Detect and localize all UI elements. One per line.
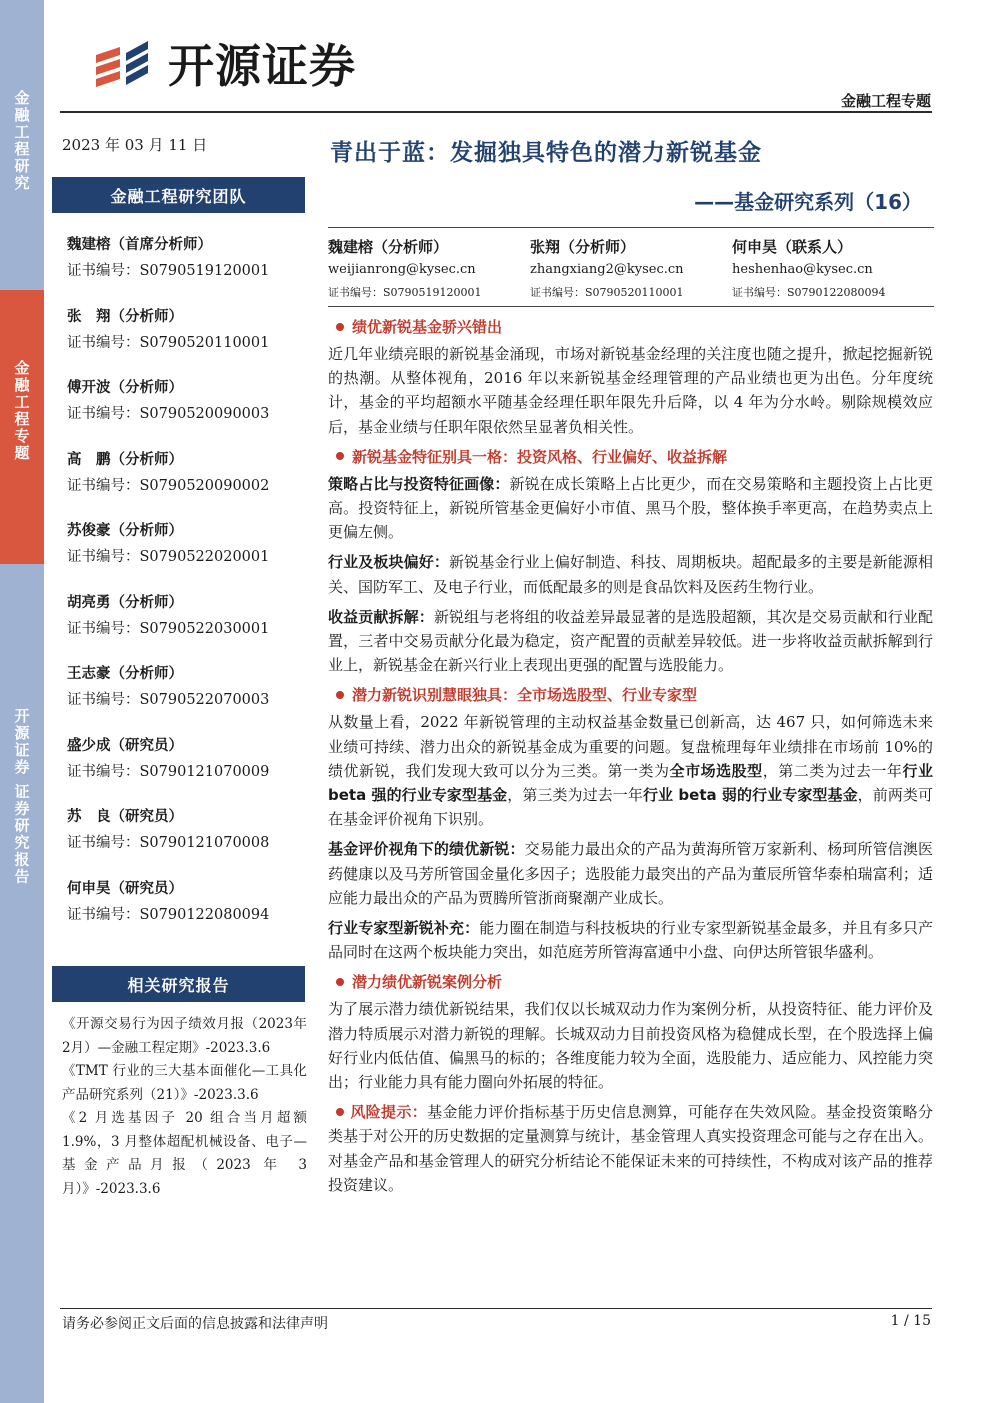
team-member-cert: 证书编号：S0790520090003 (67, 406, 270, 422)
emphasis-text: 行业 beta 弱的行业专家型基金 (642, 786, 858, 805)
paragraph-text: 新锐基金行业上偏好制造、科技、周期板块。超配最多的主要是新能源相关、国防军工、及电子行业，而低配最多的则是食品饮料及医药生物行业。 (328, 553, 933, 596)
team-member-cert: 证书编号：S0790522020001 (67, 549, 270, 565)
paragraph (328, 837, 933, 910)
bullet-icon (336, 978, 344, 986)
authors-divider-top (328, 227, 934, 228)
paragraph-lead: 收益贡献拆解： (328, 607, 434, 626)
bullet-icon (336, 452, 344, 460)
header-divider (60, 111, 932, 113)
risk-text: 基金能力评价指标基于历史信息测算，可能存在失效风险。基金投资策略分类基于对公开的历史数据的定量测算与统计，基金管理人真实投资理念可能与之存在出入。对基金产品和基金管理人的研究分析结论不能保证未来的可持续性，不构成对该产品的推荐投资建议。 (328, 1103, 933, 1194)
related-report-link[interactable]: 《TMT 行业的三大基本面催化—工具化产品研究系列（21）》-2023.3.6 (62, 1063, 307, 1103)
paragraph-lead: 行业及板块偏好： (328, 553, 450, 572)
team-member (67, 449, 317, 521)
team-member (67, 663, 317, 735)
team-member (67, 878, 317, 950)
team-member-cert: 证书编号：S0790520110001 (67, 334, 270, 351)
team-member (67, 520, 317, 592)
team-title: 金融工程研究团队 (52, 177, 305, 213)
author-name: 魏建榕（分析师） (328, 238, 449, 256)
report-title: 青出于蓝：发掘独具特色的潜力新锐基金 (330, 140, 762, 166)
authors-divider-bottom (328, 306, 934, 307)
paragraph (328, 550, 933, 598)
team-member-name: 张 翔（分析师） (67, 308, 183, 325)
team-member-name: 魏建榕（首席分析师） (67, 237, 212, 253)
brand-logo-icon (90, 33, 162, 93)
author-email[interactable]: heshenhao@kysec.cn (732, 262, 873, 277)
strip-label-top: 金融工程研究 (12, 90, 31, 192)
authors-row (328, 236, 934, 300)
strip-segment-bottom (0, 564, 44, 1403)
paragraph-text: ，前两类可在基金评价视角下识别。 (328, 786, 933, 829)
paragraph-lead: 行业专家型新锐补充： (328, 919, 480, 938)
team-member-cert: 证书编号：S0790122080094 (67, 906, 270, 923)
related-reports-list (62, 1013, 307, 1201)
strip-segment-top (0, 0, 44, 290)
team-member (67, 377, 317, 449)
author-email[interactable]: zhangxiang2@kysec.cn (530, 262, 684, 277)
team-member-cert: 证书编号：S0790522070003 (67, 692, 270, 708)
section-heading (328, 970, 933, 995)
section-heading (328, 315, 933, 340)
bullet-icon (336, 323, 344, 331)
related-report-link[interactable]: 《2 月选基因子 20 组合当月超额1.9%，3 月整体超配机械设备、电子—基金产品月报（2023 年 3 月）》-2023.3.6 (62, 1110, 307, 1197)
emphasis-text: 行业 beta 强的行业专家型基金 (328, 761, 933, 805)
team-member (67, 592, 317, 664)
summary-content (328, 312, 933, 1203)
related-reports-title: 相关研究报告 (52, 966, 305, 1002)
paragraph (328, 472, 933, 545)
brand-name: 开源证券 (168, 39, 356, 93)
doc-type: 金融工程专题 (840, 92, 931, 110)
footer-divider (60, 1308, 932, 1309)
team-member-name: 苏 良（研究员） (67, 809, 183, 825)
team-member (67, 306, 317, 378)
team-member-name: 何申昊（研究员） (67, 880, 183, 897)
report-date: 2023 年 03 月 11 日 (62, 136, 208, 154)
emphasis-text: 全市场选股型 (669, 761, 763, 780)
paragraph-text: 新锐在成长策略上占比更少，而在交易策略和主题投资上占比更高。投资特征上，新锐所管基金更偏好小市值、黑马个股，整体换手率更高，在趋势卖点上更偏左侧。 (328, 474, 933, 542)
author-block (328, 236, 530, 300)
section-heading-text: 潜力新锐识别慧眼独具：全市场选股型、行业专家型 (352, 686, 698, 705)
bullet-icon (336, 1108, 344, 1116)
paragraph (328, 605, 933, 678)
team-member-name: 胡亮勇（分析师） (67, 594, 183, 611)
brand-logo (90, 30, 356, 96)
paragraph: 近几年业绩亮眼的新锐基金涌现，市场对新锐基金经理的关注度也随之提升，掀起挖掘新锐的热潮。从整体视角，2016 年以来新锐基金经理管理的产品业绩也更为出色。分年度统计，基金的平均超额水平随基金经理任职年限先升后降，以 4 年为分水岭。剔除规模效应后，基金业绩与任职年限依然呈显著负相关性。 (328, 345, 933, 436)
team-member (67, 735, 317, 807)
team-member-name: 苏俊豪（分析师） (67, 523, 183, 539)
team-member-cert: 证书编号：S0790121070009 (67, 763, 270, 780)
author-cert: 证书编号：S0790519120001 (328, 286, 482, 299)
risk-heading: 风险提示： (350, 1103, 428, 1122)
left-strip (0, 0, 44, 1403)
strip-label-mid: 金融工程专题 (12, 360, 31, 462)
section-heading-text: 潜力绩优新锐案例分析 (352, 973, 503, 992)
team-list (67, 234, 317, 949)
paragraph-text: 新锐组与老将组的收益差异最显著的是选股超额，其次是交易贡献和行业配置，三者中交易贡献分化最为稳定，资产配置的贡献差异较低。进一步将收益贡献拆解到行业上，新锐基金在新兴行业上表现出更强的配置与选股能力。 (328, 607, 933, 675)
related-report-link[interactable]: 《开源交易行为因子绩效月报（2023年2月）—金融工程定期》-2023.3.6 (62, 1016, 307, 1056)
author-block (732, 236, 934, 300)
strip-label-bottom: 开源证券 证券研究报告 (12, 708, 31, 886)
bullet-icon (336, 691, 344, 699)
footer-disclaimer: 请务必参阅正文后面的信息披露和法律声明 (62, 1316, 328, 1332)
team-member-cert: 证书编号：S0790520090002 (67, 477, 270, 494)
author-cert: 证书编号：S0790122080094 (732, 286, 886, 299)
author-name: 何申昊（联系人） (732, 238, 853, 256)
team-member-name: 高 鹏（分析师） (67, 451, 183, 468)
paragraph (328, 916, 933, 964)
author-cert: 证书编号：S0790520110001 (530, 286, 684, 299)
team-member-name: 王志豪（分析师） (67, 666, 183, 682)
paragraph-lead: 基金评价视角下的绩优新锐： (328, 840, 525, 859)
paragraph-text: 从数量上看，2022 年新锐管理的主动权益基金数量已创新高，达 467 只，如何筛选未来业绩可持续、潜力出众的新锐基金成为重要的问题。复盘梳理每年业绩排在市场前 10%的绩优新锐，我们发现大致可以分为三类。第一类为 (328, 713, 933, 780)
section-heading-text: 绩优新锐基金骄兴错出 (352, 318, 503, 336)
author-block (530, 236, 732, 300)
paragraph-lead: 策略占比与投资特征画像： (328, 474, 510, 493)
paragraph-text: 能力圈在制造与科技板块的行业专家型新锐基金最多，并且有多只产品同时在这两个板块能力突出，如范庭芳所管海富通中小盘、向伊达所管银华盛利。 (328, 919, 933, 962)
section-heading-text: 新锐基金特征别具一格：投资风格、行业偏好、收益拆解 (352, 447, 728, 466)
team-member-cert: 证书编号：S0790121070008 (67, 835, 270, 851)
paragraph-text: ，第二类为过去一年 (762, 761, 903, 780)
strip-segment-mid (0, 290, 44, 564)
team-member-cert: 证书编号：S0790519120001 (67, 263, 270, 279)
team-member-cert: 证书编号：S0790522030001 (67, 620, 270, 637)
team-member-name: 傅开波（分析师） (67, 380, 183, 396)
paragraph: 为了展示潜力绩优新锐结果，我们仅以长城双动力作为案例分析，从投资特征、能力评价及潜力特质展示对潜力新锐的理解。长城双动力目前投资风格为稳健成长型，在个股选择上偏好行业内低估值、偏黑马的标的；各维度能力较为全面，选股能力、适应能力、风控能力突出；行业能力具有能力圈向外拓展的特征。 (328, 1000, 933, 1092)
team-member (67, 234, 317, 306)
author-name: 张翔（分析师） (530, 238, 636, 256)
report-subtitle: ——基金研究系列（16） (694, 190, 922, 214)
team-member-name: 盛少成（研究员） (67, 737, 183, 754)
paragraph-text: 交易能力最出众的产品为黄海所管万家新利、杨珂所管信澳医药健康以及马芳所管国金量化多因子；选股能力最突出的产品为董辰所管华泰柏瑞富利；适应能力最出众的产品为贾腾所管浙商聚潮产业成长。 (328, 840, 933, 907)
paragraph-text: ，第三类为过去一年 (507, 786, 643, 805)
team-member (67, 806, 317, 878)
section-heading (328, 445, 933, 470)
risk-paragraph (328, 1100, 933, 1197)
section-heading (328, 683, 933, 708)
paragraph (328, 710, 933, 831)
page-number: 1 / 15 (890, 1313, 931, 1329)
author-email[interactable]: weijianrong@kysec.cn (328, 262, 476, 277)
